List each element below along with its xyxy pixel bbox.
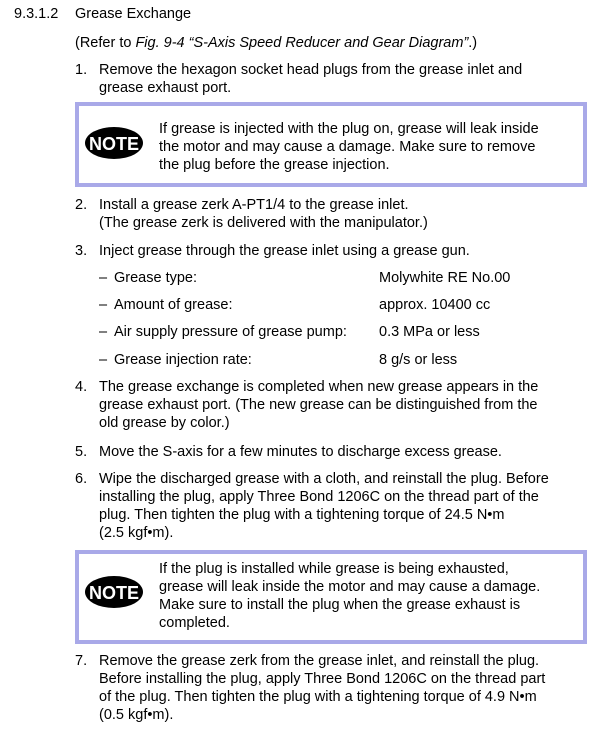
step-text: plug. Then tighten the plug with a tightening torque of 24.5 N•m [99,507,505,523]
step-number: 4. [75,379,88,395]
refer-prefix: (Refer to [75,35,136,51]
spec-label: Grease type: [114,270,198,286]
step-text: Remove the hexagon socket head plugs from the grease inlet and [99,62,523,78]
section-title: Grease Exchange [75,6,192,22]
note-text: the motor and may cause a damage. Make sure to remove [159,139,536,155]
step-number: 7. [75,653,88,669]
spec-dash: – [99,270,108,286]
step-text: The grease exchange is completed when new grease appears in the [99,379,539,395]
step-text: (The grease zerk is delivered with the manipulator.) [99,215,428,231]
step-text: of the plug. Then tighten the plug with a tightening torque of 4.9 N•m [99,689,537,705]
step-number: 1. [75,62,88,78]
note-box [75,550,587,644]
spec-dash: – [99,324,108,340]
note-text: Make sure to install the plug when the grease exhaust is [159,597,521,613]
spec-value: 0.3 MPa or less [379,324,480,340]
note-box [75,102,587,187]
spec-dash: – [99,297,108,313]
step-text: (0.5 kgf•m). [99,707,174,723]
spec-label: Grease injection rate: [114,352,252,368]
note-text: grease will leak inside the motor and may cause a damage. [159,579,541,595]
step-text: old grease by color.) [99,415,230,431]
section-number: 9.3.1.2 [14,6,59,22]
step-number: 2. [75,197,88,213]
spec-label: Air supply pressure of grease pump: [114,324,347,340]
note-text: the plug before the grease injection. [159,157,390,173]
refer-line [75,34,477,52]
note-text: If grease is injected with the plug on, grease will leak inside [159,121,539,137]
step-text: Install a grease zerk A-PT1/4 to the grease inlet. [99,197,409,213]
spec-label: Amount of grease: [114,297,233,313]
spec-value: Molywhite RE No.00 [379,270,511,286]
step-text: Move the S-axis for a few minutes to discharge excess grease. [99,444,502,460]
step-number: 6. [75,471,88,487]
spec-value: 8 g/s or less [379,352,458,368]
note-icon [84,575,144,609]
note-icon-label: NOTE [88,134,140,154]
note-icon-label: NOTE [88,583,140,603]
refer-figure-link[interactable]: Fig. 9-4 “S-Axis Speed Reducer and Gear Diagram” [135,35,469,51]
step-number: 3. [75,243,88,259]
step-text: Wipe the discharged grease with a cloth, and reinstall the plug. Before [99,471,549,487]
step-text: Remove the grease zerk from the grease inlet, and reinstall the plug. [99,653,540,669]
note-icon [84,126,144,160]
step-text: installing the plug, apply Three Bond 1206C on the thread part of the [99,489,539,505]
note-text: completed. [159,615,230,631]
note-text: If the plug is installed while grease is being exhausted, [159,561,509,577]
step-text: grease exhaust port. (The new grease can be distinguished from the [99,397,538,413]
refer-suffix: .) [468,35,478,51]
step-text: Inject grease through the grease inlet using a grease gun. [99,243,470,259]
step-number: 5. [75,444,88,460]
spec-value: approx. 10400 cc [379,297,491,313]
step-text: (2.5 kgf•m). [99,525,174,541]
step-text: grease exhaust port. [99,80,232,96]
spec-dash: – [99,352,108,368]
step-text: Before installing the plug, apply Three Bond 1206C on the thread part [99,671,546,687]
